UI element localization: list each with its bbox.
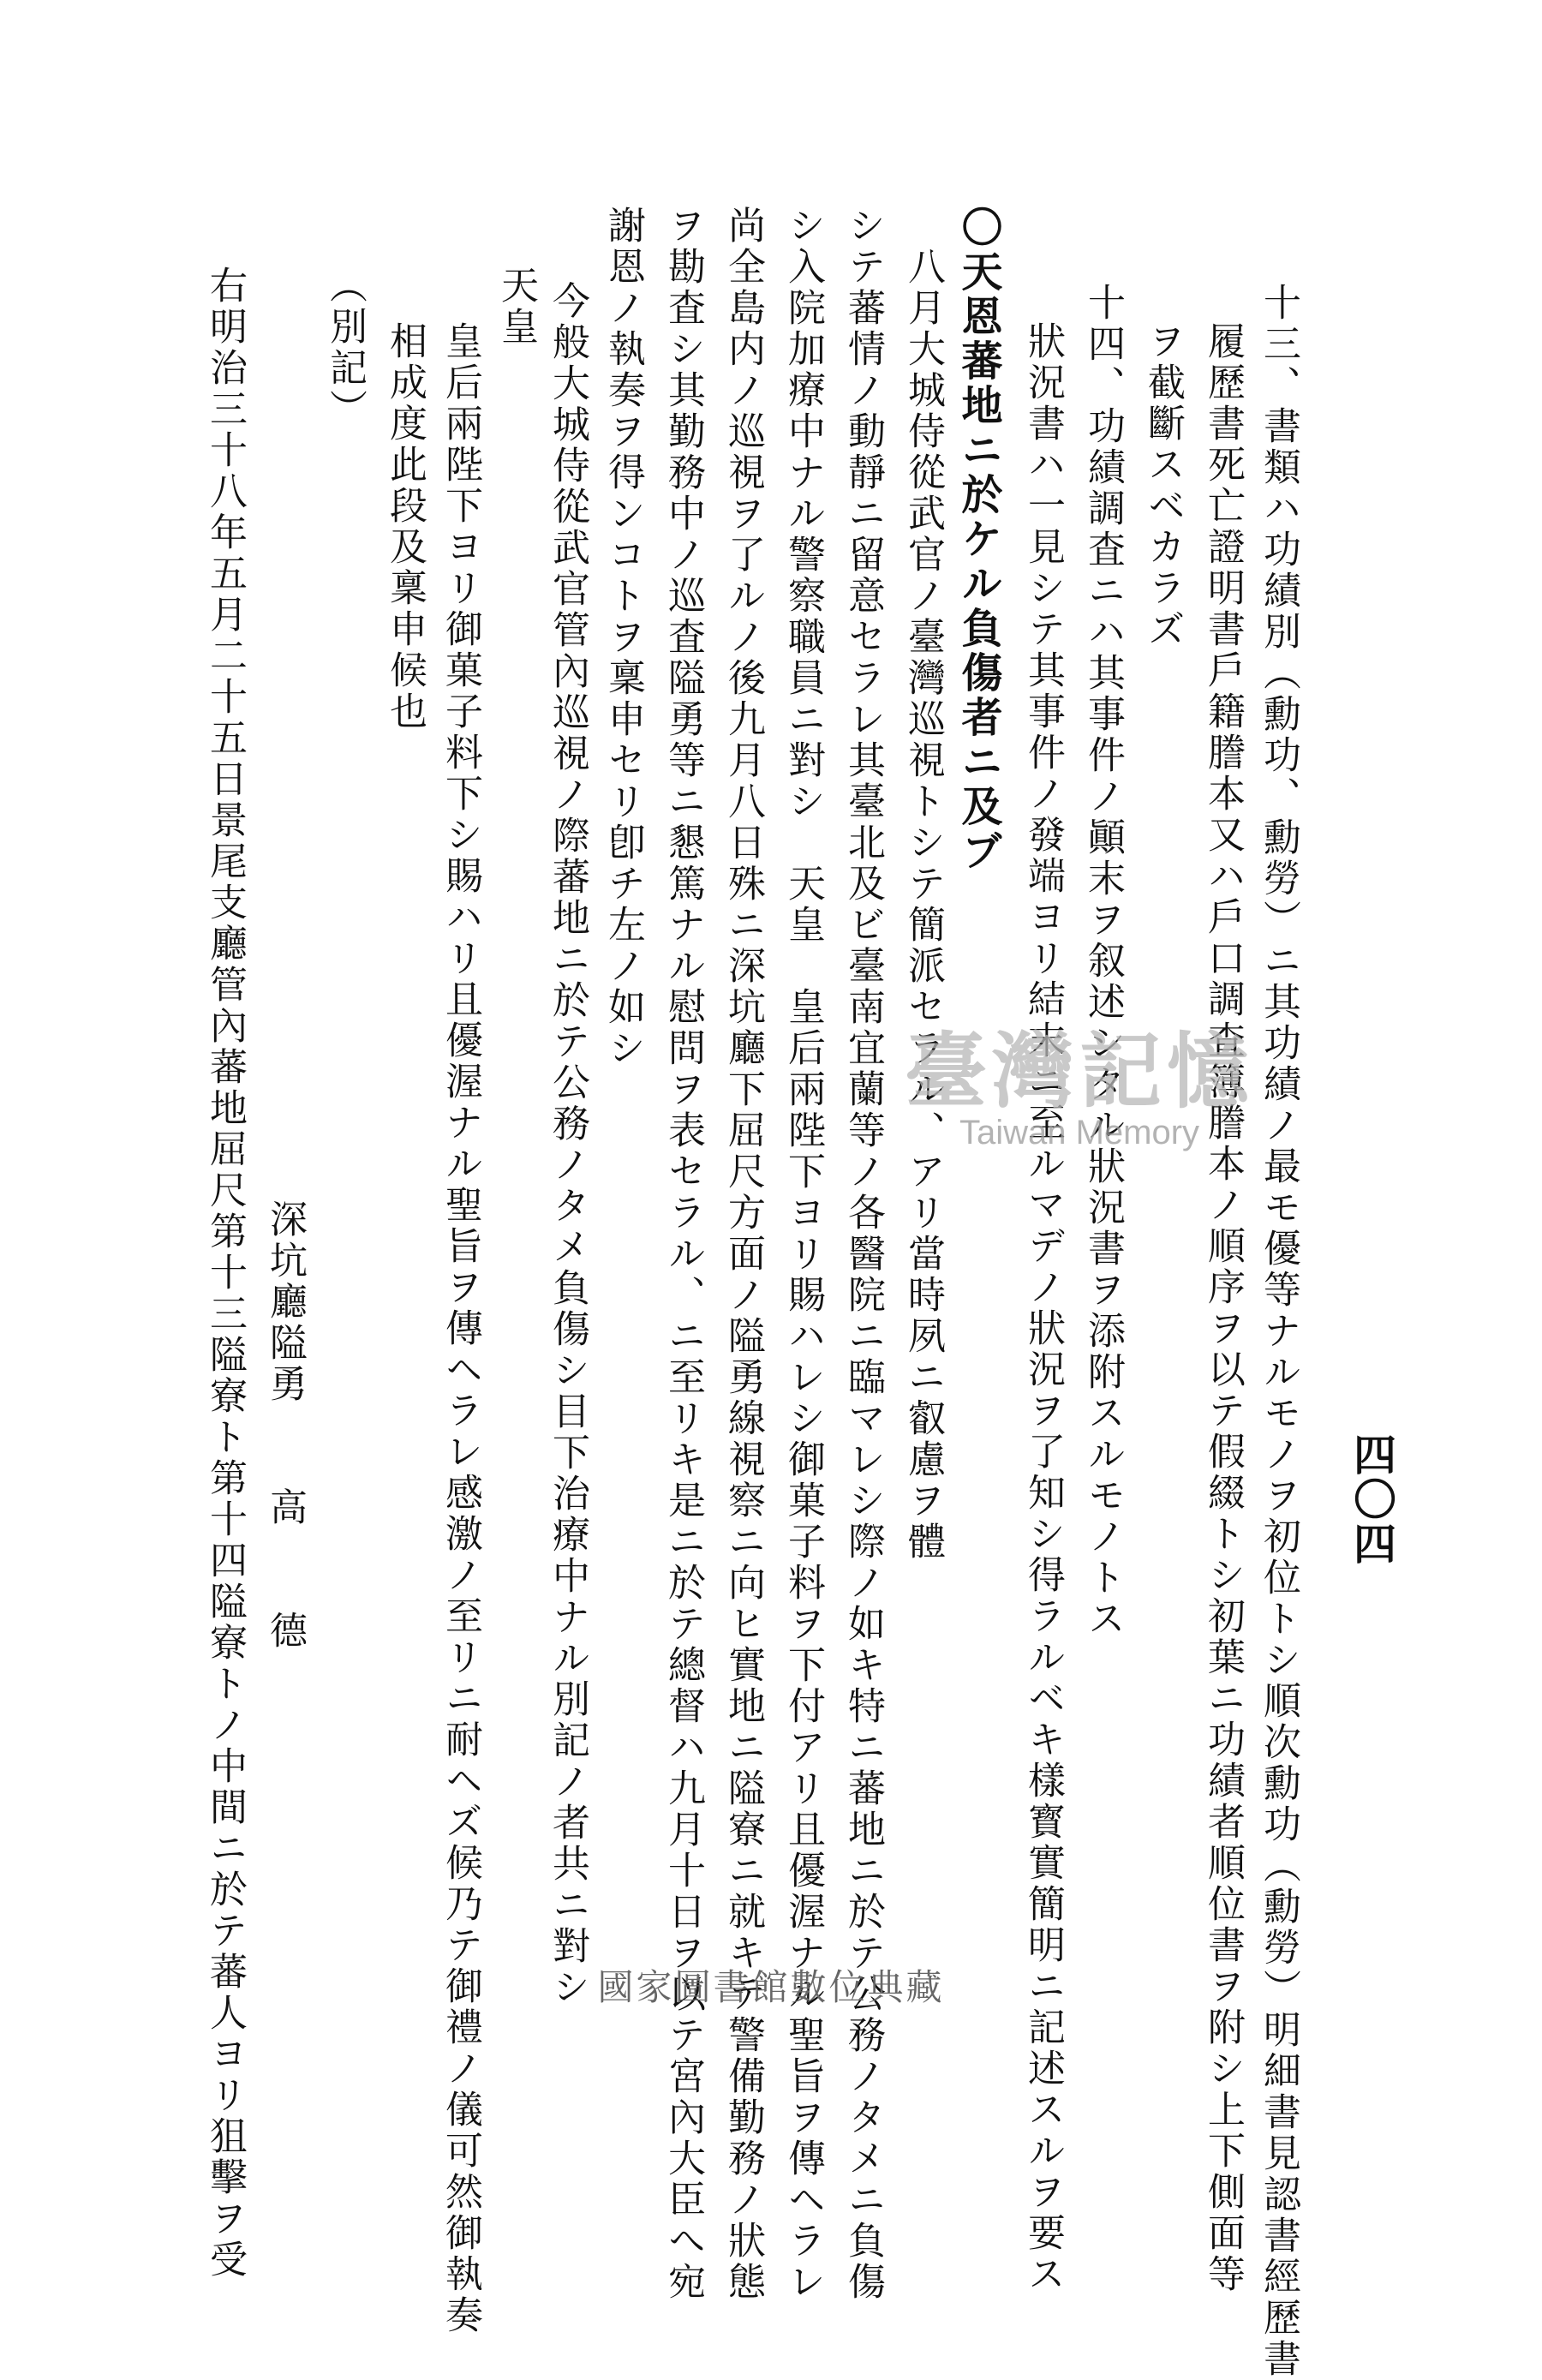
text-column: シ入院加療中ナル警察職員ニ對シ 天皇 皇后兩陛下ヨリ賜ハレシ御菓子料ヲ下付アリ且優渥ナル聖旨ヲ傳ヘラレ xyxy=(781,206,825,2303)
text-column: 右明治三十八年五月二十五日景尾支廳管內蕃地屈尺第十三隘寮ト第十四隘寮トノ中間ニ於テ蕃人ヨリ狙擊ヲ受 xyxy=(203,266,247,2281)
footer-caption: 國家圖書館數位典藏 xyxy=(597,1966,945,2008)
signature-line: 深坑廳隘勇 高 德 xyxy=(263,1199,307,1652)
text-column: 八月大城侍從武官ノ臺灣巡視トシテ簡派セラル、アリ當時夙ニ叡慮ヲ體 xyxy=(901,206,945,1563)
text-column: 狀況書ハ一見シテ其事件ノ發端ヨリ結末ニ至ルマデノ狀況ヲ了知シ得ラルベキ樣寳實簡明ニ記述スルヲ要ス xyxy=(1021,321,1065,2295)
text-column: ヲ截斷スベカラズ xyxy=(1141,321,1185,650)
section-heading: 〇天恩蕃地ニ於ケル負傷者ニ及ブ xyxy=(954,206,1002,874)
text-column-14: 十四、功績調査ニハ其事件ノ顚末ヲ叙述シタル狀況書ヲ添附スルモノトス xyxy=(1081,283,1125,1640)
text-column-13: 十三、書類ハ功績別（勳功、勳勞）ニ其功績ノ最モ優等ナルモノヲ初位トシ順次勳功（勳勞）明細書見認書經歷書 xyxy=(1257,283,1300,2380)
text-column: ヲ勘査シ其勤務中ノ巡査隘勇等ニ懇篤ナル慰問ヲ表セラル、ニ至リキ是ニ於テ總督ハ九月十日ヲ以テ宮內大臣へ宛 xyxy=(661,206,705,2303)
text-column: シテ蕃情ノ動靜ニ留意セラレ其臺北及ビ臺南宜蘭等ノ各醫院ニ臨マレシ際ノ如キ特ニ蕃地ニ於テ公務ノタメニ負傷 xyxy=(841,206,885,2303)
text-column: 皇后兩陛下ヨリ御菓子料下シ賜ハリ且優渥ナル聖旨ヲ傳ヘラレ感激ノ至リニ耐ヘズ候乃テ御禮ノ儀可然御執奏 xyxy=(439,321,482,2336)
watermark-main: 臺灣記憶 xyxy=(905,1024,1254,1120)
watermark xyxy=(805,1007,1354,1152)
text-column: 尚全島内ノ巡視ヲ了ルノ後九月八日殊ニ深坑廳下屈尺方面ノ隘勇線視察ニ向ヒ實地ニ隘寮ニ就キテ警備勤務ノ狀態 xyxy=(721,206,765,2303)
text-column: （別記） xyxy=(323,266,367,430)
text-column: 相成度此段及稟申候也 xyxy=(383,321,427,733)
text-column: 履歷書死亡證明書戶籍謄本又ハ戶口調査簿謄本ノ順序ヲ以テ假綴トシ初葉ニ功績者順位書ヲ附シ上下側面等 xyxy=(1201,321,1245,2295)
watermark-sub: Taiwan Memory xyxy=(959,1114,1200,1151)
page-number: 四〇四 xyxy=(1347,1432,1397,1566)
text-column: 謝恩ノ執奏ヲ得ンコトヲ稟申セリ卽チ左ノ如シ xyxy=(601,206,645,1069)
text-column: 今般大城侍從武官管內巡視ノ際蕃地ニ於テ公務ノタメ負傷シ目下治療中ナル別記ノ者共ニ對シ xyxy=(546,240,589,2008)
text-column: 天皇 xyxy=(494,266,538,348)
